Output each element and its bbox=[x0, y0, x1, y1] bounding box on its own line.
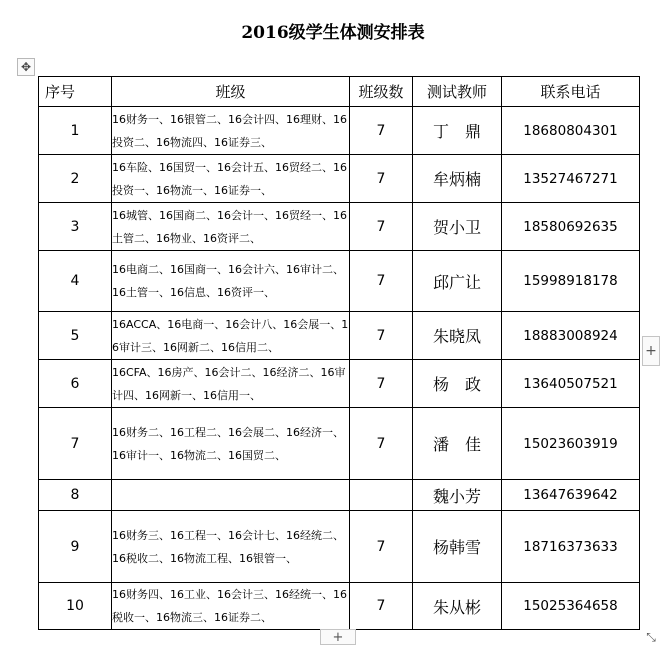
row-teacher: 潘 佳 bbox=[413, 408, 502, 480]
row-seq: 5 bbox=[39, 312, 112, 360]
header-class: 班级 bbox=[112, 77, 350, 107]
header-row bbox=[39, 77, 640, 107]
row-class-count: 7 bbox=[350, 583, 413, 630]
row-class-count: 7 bbox=[350, 203, 413, 251]
document-title: 2016级学生体测安排表 bbox=[241, 23, 425, 43]
row-phone: 13640507521 bbox=[502, 360, 640, 408]
row-teacher: 杨 政 bbox=[413, 360, 502, 408]
add-column-icon[interactable]: + bbox=[320, 629, 356, 645]
row-classes: 16电商二、16国商一、16会计六、16审计二、16土管一、16信息、16资评一、 bbox=[112, 251, 350, 312]
row-phone: 18580692635 bbox=[502, 203, 640, 251]
row-classes: 16城管、16国商二、16会计一、16贸经一、16土管二、16物业、16资评二、 bbox=[112, 203, 350, 251]
row-classes: 16财务二、16工程二、16会展二、16经济一、16审计一、16物流二、16国贸二、 bbox=[112, 408, 350, 480]
row-class-count: 7 bbox=[350, 360, 413, 408]
row-phone: 18883008924 bbox=[502, 312, 640, 360]
table-row bbox=[39, 480, 640, 511]
row-seq: 7 bbox=[39, 408, 112, 480]
row-classes: 16财务三、16工程一、16会计七、16经统二、16税收二、16物流工程、16银管一、 bbox=[112, 511, 350, 583]
row-seq: 4 bbox=[39, 251, 112, 312]
table-row bbox=[39, 251, 640, 312]
row-class-count: 7 bbox=[350, 251, 413, 312]
row-teacher: 邱广让 bbox=[413, 251, 502, 312]
row-classes: 16CFA、16房产、16会计二、16经济二、16审计四、16网新一、16信用一、 bbox=[112, 360, 350, 408]
row-teacher: 朱从彬 bbox=[413, 583, 502, 630]
schedule-table bbox=[38, 76, 640, 630]
table-move-icon[interactable]: ✥ bbox=[17, 58, 35, 76]
row-teacher: 贺小卫 bbox=[413, 203, 502, 251]
row-teacher: 魏小芳 bbox=[413, 480, 502, 511]
row-teacher: 牟炳楠 bbox=[413, 155, 502, 203]
table-row bbox=[39, 203, 640, 251]
header-teacher: 测试教师 bbox=[413, 77, 502, 107]
row-seq: 10 bbox=[39, 583, 112, 630]
row-classes: 16ACCA、16电商一、16会计八、16会展一、16审计三、16网新二、16信用二、 bbox=[112, 312, 350, 360]
row-class-count: 7 bbox=[350, 511, 413, 583]
row-teacher: 朱晓凤 bbox=[413, 312, 502, 360]
row-phone: 18680804301 bbox=[502, 107, 640, 155]
row-seq: 2 bbox=[39, 155, 112, 203]
table-row bbox=[39, 511, 640, 583]
table-resize-icon[interactable]: ⤡ bbox=[646, 629, 656, 644]
row-classes: 16财务四、16工业、16会计三、16经统一、16税收一、16物流三、16证券二、 bbox=[112, 583, 350, 630]
table-row bbox=[39, 107, 640, 155]
row-class-count: 7 bbox=[350, 408, 413, 480]
table-row bbox=[39, 583, 640, 630]
row-phone: 15025364658 bbox=[502, 583, 640, 630]
row-teacher: 丁 鼎 bbox=[413, 107, 502, 155]
row-classes: 16财务一、16银管二、16会计四、16理财、16投资二、16物流四、16证券三、 bbox=[112, 107, 350, 155]
row-classes: 16车险、16国贸一、16会计五、16贸经二、16投资一、16物流一、16证券一、 bbox=[112, 155, 350, 203]
row-class-count bbox=[350, 480, 413, 511]
row-phone: 15998918178 bbox=[502, 251, 640, 312]
row-class-count: 7 bbox=[350, 107, 413, 155]
row-teacher: 杨韩雪 bbox=[413, 511, 502, 583]
table-row bbox=[39, 312, 640, 360]
header-class-count: 班级数 bbox=[350, 77, 413, 107]
header-seq: 序号 bbox=[39, 77, 112, 107]
row-seq: 3 bbox=[39, 203, 112, 251]
row-seq: 1 bbox=[39, 107, 112, 155]
row-class-count: 7 bbox=[350, 155, 413, 203]
header-phone: 联系电话 bbox=[502, 77, 640, 107]
table-row bbox=[39, 360, 640, 408]
row-phone: 13527467271 bbox=[502, 155, 640, 203]
row-phone: 13647639642 bbox=[502, 480, 640, 511]
row-seq: 8 bbox=[39, 480, 112, 511]
row-phone: 18716373633 bbox=[502, 511, 640, 583]
row-phone: 15023603919 bbox=[502, 408, 640, 480]
row-seq: 9 bbox=[39, 511, 112, 583]
row-class-count: 7 bbox=[350, 312, 413, 360]
table-row bbox=[39, 155, 640, 203]
table-row bbox=[39, 408, 640, 480]
row-seq: 6 bbox=[39, 360, 112, 408]
row-classes bbox=[112, 480, 350, 511]
add-row-icon[interactable]: + bbox=[642, 336, 660, 366]
